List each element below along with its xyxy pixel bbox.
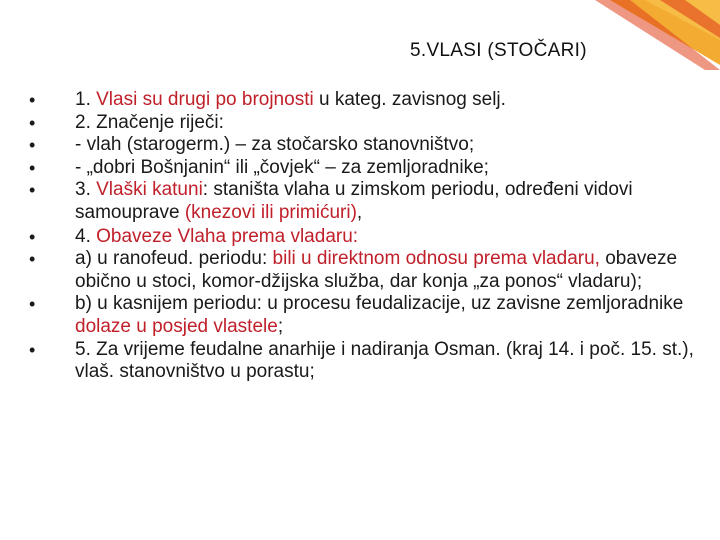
bullet-text: - „dobri Bošnjanin“ ili „čovjek“ – za zemljoradnike; (75, 156, 489, 178)
bullet-list (29, 89, 699, 384)
bullet-item (29, 134, 699, 157)
bullet-item (29, 179, 699, 224)
bullet-text: obaveze obično u stoci, komor-džijska služba, dar konja „za ponos“ vladaru); (75, 248, 678, 292)
slide-title: 5.VLASI (STOČARI) (410, 40, 587, 61)
highlighted-text: Obaveze Vlaha prema vladaru: (96, 225, 359, 247)
bullet-item (29, 293, 699, 338)
bullet-text: 1. (75, 89, 97, 110)
highlighted-text: bili u direktnom odnosu prema vladaru, (272, 248, 600, 270)
bullet-text: 5. Za vrijeme feudalne anarhije i nadiranja Osman. (kraj 14. i poč. 15. st.), vlaš. stanovništvo u porastu; (75, 338, 694, 383)
bullet-text: 2. Značenje riječi: (75, 111, 224, 133)
highlighted-text: Vlaški katuni (96, 179, 203, 201)
bullet-text: 4. (75, 225, 97, 247)
bullet-item (29, 157, 699, 180)
bullet-text: u kateg. zavisnog selj. (313, 89, 506, 110)
highlighted-text: Vlasi su drugi po brojnosti (96, 89, 314, 110)
bullet-text: 3. (75, 179, 97, 201)
bullet-text: : staništa vlaha u zimskom periodu, određeni vidovi samouprave (75, 179, 633, 223)
bullet-text: a) u ranofeud. periodu: (75, 248, 273, 270)
bullet-text: b) u kasnijem periodu: u procesu feudalizacije, uz zavisne zemljoradnike (75, 293, 684, 315)
bullet-text: ; (277, 315, 284, 337)
highlighted-text: dolaze u posjed vlastele (75, 315, 278, 337)
bullet-text: - vlah (starogerm.) – za stočarsko stanovništvo; (75, 134, 475, 156)
bullet-item (29, 112, 699, 135)
bullet-item (29, 248, 699, 293)
bullet-text: , (356, 201, 363, 223)
corner-decoration (590, 0, 720, 70)
bullet-item (29, 339, 699, 384)
bullet-item (29, 226, 699, 249)
highlighted-text: (knezovi ili primićuri) (184, 201, 357, 223)
bullet-item (29, 89, 699, 112)
